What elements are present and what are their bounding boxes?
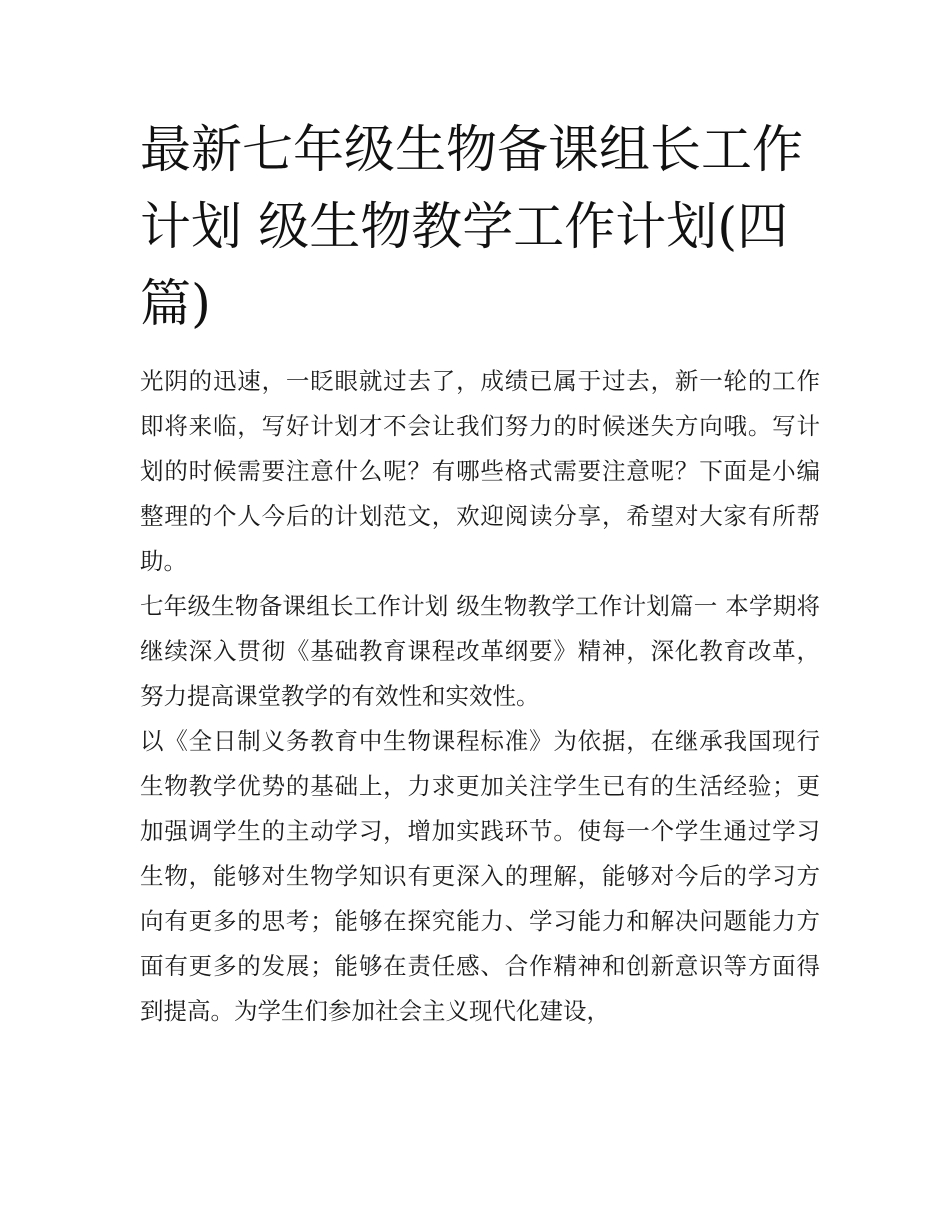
document-body xyxy=(140,359,820,1034)
paragraph-curriculum-standard: 以《全日制义务教育中生物课程标准》为依据，在继承我国现行生物教学优势的基础上，力求更加关注学生已有的生活经验；更加强调学生的主动学习，增加实践环节。使每一个学生通过学习生物，能够对生物学知识有更深入的理解，能够对今后的学习方向有更多的思考；能够在探究能力、学习能力和解决问题能力方面有更多的发展；能够在责任感、合作精神和创新意识等方面得到提高。为学生们参加社会主义现代化建设， xyxy=(140,727,820,1025)
paragraph-plan-one: 七年级生物备课组长工作计划 级生物教学工作计划篇一 本学期将继续深入贯彻《基础教育课程改革纲要》精神，深化教育改革，努力提高课堂教学的有效性和实效性。 xyxy=(140,592,820,710)
document-title: 最新七年级生物备课组长工作计划 级生物教学工作计划(四篇) xyxy=(140,121,804,334)
paragraph-intro: 光阴的迅速，一眨眼就过去了，成绩已属于过去，新一轮的工作即将来临，写好计划才不会让我们努力的时候迷失方向哦。写计划的时候需要注意什么呢？有哪些格式需要注意呢？下面是小编整理的个人今后的计划范文，欢迎阅读分享，希望对大家有所帮助。 xyxy=(140,367,820,575)
